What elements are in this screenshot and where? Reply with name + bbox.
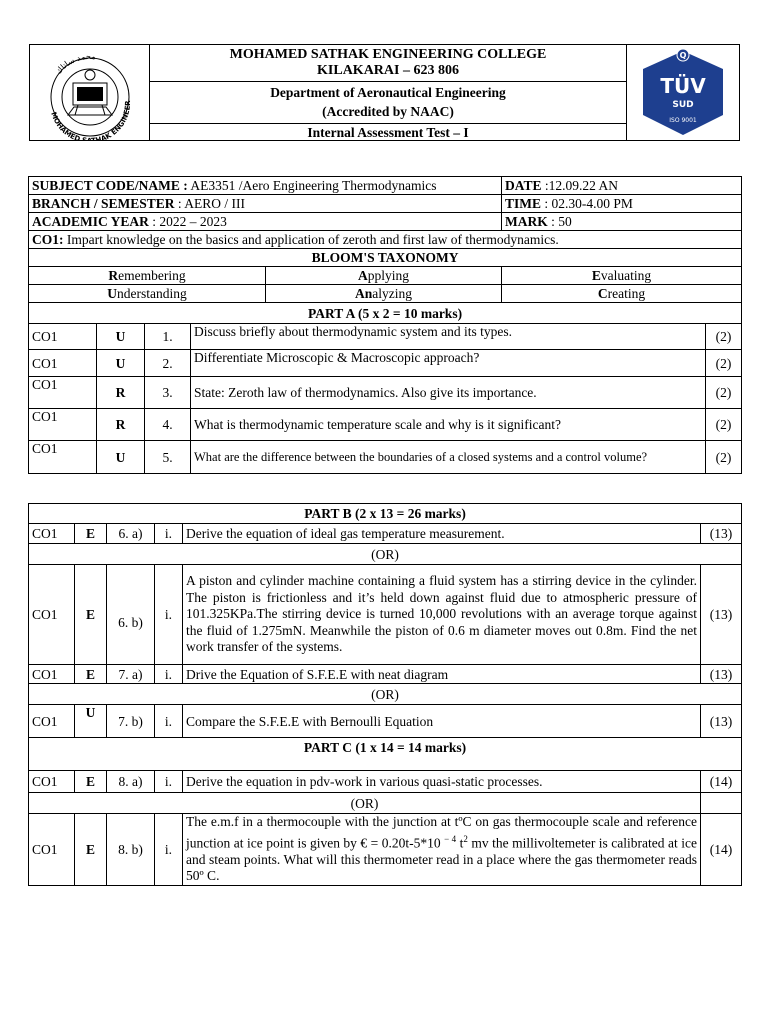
co-label: CO1: [32, 232, 64, 247]
or-separator: (OR) [29, 544, 742, 565]
sub-number: i. [155, 524, 183, 544]
bloom-remembering: Remembering [29, 267, 266, 285]
sub-number: i. [155, 705, 183, 738]
marks-cell: (2) [706, 377, 742, 409]
blooms-title: BLOOM'S TAXONOMY [29, 249, 742, 267]
college-name: MOHAMED SATHAK ENGINEERING COLLEGE [229, 47, 547, 62]
sub-number: i. [155, 771, 183, 793]
marks-cell: (13) [701, 524, 742, 544]
or-separator: (OR) [29, 684, 742, 705]
table-row [29, 524, 742, 544]
table-row [29, 441, 742, 474]
question-number: 4. [145, 409, 191, 441]
year-row [29, 213, 502, 231]
mark-cell [502, 213, 742, 231]
marks-cell: (14) [701, 814, 742, 886]
level-cell: U [97, 350, 145, 377]
year-value: : 2022 – 2023 [148, 214, 227, 229]
question-number: 5. [145, 441, 191, 474]
co-cell: CO1 [29, 565, 75, 665]
cert-brand: TÜV [660, 74, 706, 98]
svg-text:محمد ساتاك: محمد ساتاك [53, 51, 97, 76]
question-text: Discuss briefly about thermodynamic system and its types. [191, 324, 706, 350]
exam-info-table [28, 176, 741, 474]
marks-cell: (13) [701, 565, 742, 665]
sub-number: i. [155, 565, 183, 665]
co-cell: CO1 [29, 441, 97, 474]
divider [149, 81, 627, 82]
level-cell: U [75, 705, 107, 738]
co-cell: CO1 [29, 705, 75, 738]
question-number: 1. [145, 324, 191, 350]
question-text: Differentiate Microscopic & Macroscopic approach? [191, 350, 706, 377]
table-row [29, 814, 742, 886]
co-cell: CO1 [29, 377, 97, 409]
question-number: 8. b) [107, 814, 155, 886]
level-cell: R [97, 377, 145, 409]
level-cell: U [97, 441, 145, 474]
question-text: The e.m.f in a thermocouple with the junction at tºC on gas thermocouple scale and reference junction at ice point is given by € = 0.20t-5*10 $^{- 4}$ $t^2$ mv the millivoltemeter is calibrated at ice and steam points. What will this thermometer read in a place where the gas thermometer reads 50º C. [183, 814, 701, 886]
part-b-c-table [28, 503, 741, 886]
mark-label: MARK [505, 214, 548, 229]
branch-row [29, 195, 502, 213]
question-text: What are the difference between the boundaries of a closed systems and a control volume? [191, 441, 706, 474]
question-number: 2. [145, 350, 191, 377]
table-row [29, 665, 742, 684]
time-value: : 02.30-4.00 PM [541, 196, 633, 211]
table-row [29, 705, 742, 738]
bloom-evaluating: Evaluating [502, 267, 742, 285]
date-value: :12.09.22 AN [541, 178, 619, 193]
divider [149, 123, 627, 124]
level-cell: E [75, 665, 107, 684]
table-row [29, 350, 742, 377]
course-outcome-row [29, 231, 742, 249]
question-text: Drive the Equation of S.F.E.E with neat diagram [183, 665, 701, 684]
cert-sub: SUD [672, 100, 694, 110]
table-row [29, 409, 742, 441]
branch-value: : AERO / III [174, 196, 246, 211]
bloom-analyzing: Analyzing [266, 285, 502, 303]
date-label: DATE [505, 178, 542, 193]
college-header [29, 44, 740, 141]
cert-iso: ISO 9001 [669, 117, 697, 124]
level-cell: U [97, 324, 145, 350]
year-label: ACADEMIC YEAR [32, 214, 149, 229]
marks-cell: (13) [701, 665, 742, 684]
table-row [29, 565, 742, 665]
header-title-block [149, 45, 627, 140]
department-name: Department of Aeronautical Engineering [270, 85, 506, 100]
question-text: What is thermodynamic temperature scale and why is it significant? [191, 409, 706, 441]
co-cell: CO1 [29, 814, 75, 886]
bloom-understanding: Understanding [29, 285, 266, 303]
question-number: 7. a) [107, 665, 155, 684]
marks-cell: (2) [706, 350, 742, 377]
marks-cell: (13) [701, 705, 742, 738]
mark-value: : 50 [547, 214, 572, 229]
sub-number: i. [155, 665, 183, 684]
co-cell: CO1 [29, 665, 75, 684]
bloom-applying: Applying [266, 267, 502, 285]
level-cell: E [75, 524, 107, 544]
question-text: State: Zeroth law of thermodynamics. Also give its importance. [191, 377, 706, 409]
part-c-title: PART C (1 x 14 = 14 marks) [29, 738, 742, 771]
question-text: A piston and cylinder machine containing a fluid system has a stirring device in the cylinder. The piston is frictionless and it’s held down against fluid due to atmospheric pressure of 101.325KPa.The stirring device is turned 10,000 revolutions with an average torque against the fluid of 1.275mN. Meanwhile the piston of 0.6 m diameter moves out 0.8m. Find the net work transfer of the systems. [183, 565, 701, 665]
level-cell: E [75, 814, 107, 886]
marks-cell: (14) [701, 771, 742, 793]
co-cell: CO1 [29, 409, 97, 441]
sub-number: i. [155, 814, 183, 886]
date-cell [502, 177, 742, 195]
time-label: TIME [505, 196, 542, 211]
or-separator: (OR) [29, 793, 701, 814]
marks-cell: (2) [706, 324, 742, 350]
cert-q: Q [679, 51, 687, 60]
co-text: Impart knowledge on the basics and application of zeroth and first law of thermodynamics. [63, 232, 559, 247]
subject-value: AE3351 /Aero Engineering Thermodynamics [187, 178, 437, 193]
table-row [29, 771, 742, 793]
branch-label: BRANCH / SEMESTER [32, 196, 175, 211]
co-cell: CO1 [29, 350, 97, 377]
question-number: 6. b) [107, 565, 155, 665]
marks-cell: (2) [706, 409, 742, 441]
level-cell: E [75, 565, 107, 665]
tuv-certification-logo [626, 45, 739, 140]
question-text: Derive the equation in pdv-work in various quasi-static processes. [183, 771, 701, 793]
table-row [29, 377, 742, 409]
subject-row [29, 177, 502, 195]
college-location: KILAKARAI – 623 806 [317, 63, 459, 78]
table-row [29, 324, 742, 350]
co-cell: CO1 [29, 324, 97, 350]
question-text: Derive the equation of ideal gas temperature measurement. [183, 524, 701, 544]
level-cell: R [97, 409, 145, 441]
time-cell [502, 195, 742, 213]
part-a-title: PART A (5 x 2 = 10 marks) [29, 303, 742, 324]
test-name: Internal Assessment Test – I [307, 125, 469, 140]
part-b-title: PART B (2 x 13 = 26 marks) [29, 504, 742, 524]
empty-cell [701, 793, 742, 814]
question-number: 8. a) [107, 771, 155, 793]
level-cell: E [75, 771, 107, 793]
marks-cell: (2) [706, 441, 742, 474]
question-number: 7. b) [107, 705, 155, 738]
accreditation: (Accredited by NAAC) [322, 104, 454, 119]
svg-text:MOHAMED SATHAK ENGINEERING COL: MOHAMED AK ENGINEER [49, 100, 133, 140]
question-number: 6. a) [107, 524, 155, 544]
college-logo [30, 45, 150, 140]
question-number: 3. [145, 377, 191, 409]
bloom-creating: Creating [502, 285, 742, 303]
co-cell: CO1 [29, 524, 75, 544]
subject-label: SUBJECT CODE/NAME : [32, 178, 188, 193]
question-text: Compare the S.F.E.E with Bernoulli Equation [183, 705, 701, 738]
co-cell: CO1 [29, 771, 75, 793]
